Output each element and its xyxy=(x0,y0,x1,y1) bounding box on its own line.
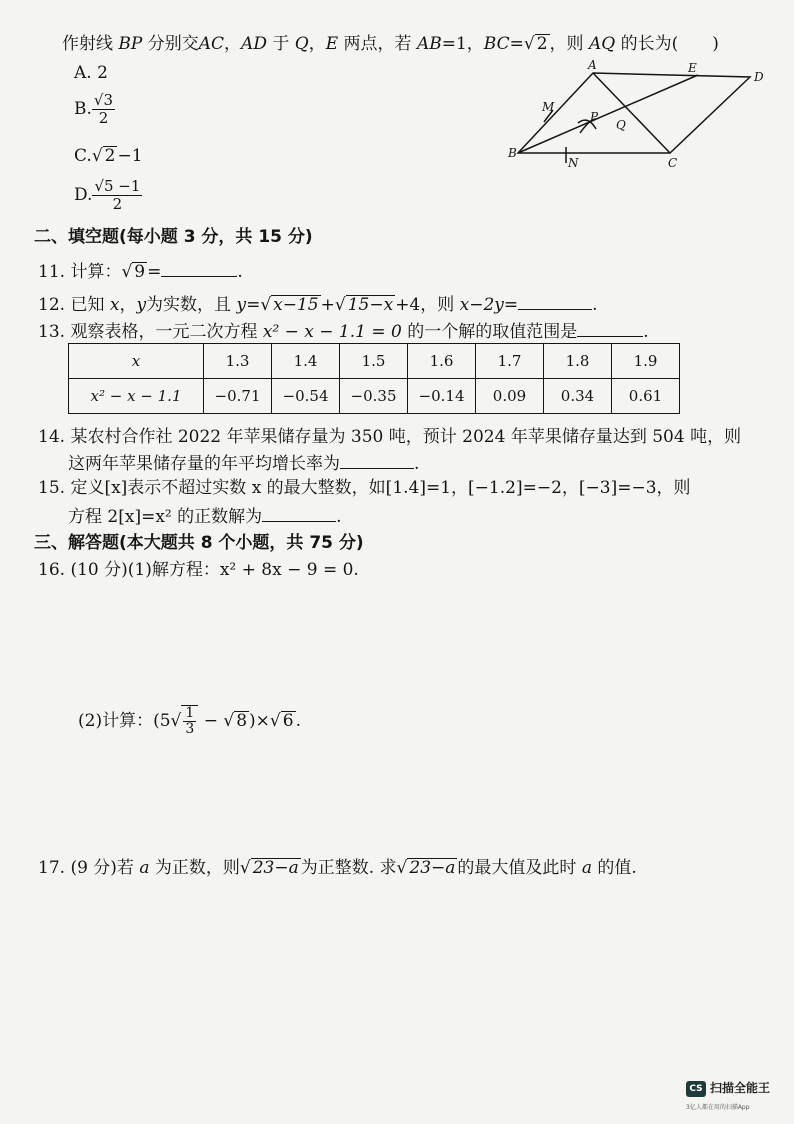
label-c: C xyxy=(668,156,678,170)
q12: 12. 已知 x，y为实数，且 y=√ x−15 +√ 15−x +4，则 x−2y= . xyxy=(38,295,598,315)
table-cell: 1.5 xyxy=(340,344,408,379)
q16-part2: (2)计算：(5√ $\frac{1}{3}$ − √ 8 )×√ 6 . xyxy=(78,705,301,737)
table-cell: 0.61 xyxy=(612,379,680,414)
q14-line2: 这两年苹果储存量的年平均增长率为 . xyxy=(68,454,420,474)
table-cell: −0.35 xyxy=(340,379,408,414)
value-table xyxy=(68,343,680,414)
label-d: D xyxy=(754,70,764,84)
label-n: N xyxy=(568,156,579,170)
q11: 11. 计算：√ 9 = . xyxy=(38,262,243,282)
table-row xyxy=(69,379,680,414)
q10-option-b: B. $\frac{√3}{2}$ xyxy=(74,91,114,127)
table-cell: 1.6 xyxy=(408,344,476,379)
parallelogram-figure xyxy=(500,55,780,180)
q16-part1: 16. (10 分)(1)解方程：x² + 8x − 9 = 0. xyxy=(38,560,359,580)
label-p: P xyxy=(590,110,599,124)
table-head-fx: x² − x − 1.1 xyxy=(69,379,204,414)
camscanner-tagline: 3亿人都在用的扫描App xyxy=(686,1104,750,1111)
section2-title: 二、填空题(每小题 3 分，共 15 分) xyxy=(34,227,313,247)
table-cell: 1.9 xyxy=(612,344,680,379)
label-a: A xyxy=(588,58,597,72)
q10-stem: 作射线 BP 分别交AC，AD 于 Q，E 两点，若 AB=1，BC=√ 2 ，则 AQ 的长为( ) xyxy=(62,34,719,54)
table-head-x: x xyxy=(69,344,204,379)
q12-answer-blank[interactable] xyxy=(518,293,592,310)
q10-option-a: A. 2 xyxy=(74,63,108,83)
q13-answer-blank[interactable] xyxy=(577,320,643,337)
table-cell: 1.4 xyxy=(272,344,340,379)
table-cell: 0.34 xyxy=(544,379,612,414)
q14-answer-blank[interactable] xyxy=(340,452,414,469)
q15-line2: 方程 2[x]=x² 的正数解为 . xyxy=(68,507,342,527)
table-row xyxy=(69,344,680,379)
label-e: E xyxy=(688,61,697,75)
ray-bp xyxy=(518,75,698,153)
q11-answer-blank[interactable] xyxy=(161,260,237,277)
table-cell: −0.54 xyxy=(272,379,340,414)
table-cell: 1.8 xyxy=(544,344,612,379)
q14-line1: 14. 某农村合作社 2022 年苹果储存量为 350 吨，预计 2024 年苹果储存量达到 504 吨，则 xyxy=(38,427,742,447)
table-cell: −0.14 xyxy=(408,379,476,414)
camscanner-app-name: 扫描全能王 xyxy=(710,1081,771,1095)
q10-option-c: C.√ 2 −1 xyxy=(74,146,143,166)
table-cell: −0.71 xyxy=(204,379,272,414)
table-cell: 0.09 xyxy=(476,379,544,414)
table-cell: 1.7 xyxy=(476,344,544,379)
q17: 17. (9 分)若 a 为正数，则√ 23−a 为正整数. 求√ 23−a 的最大值及此时 a 的值. xyxy=(38,858,637,878)
diagonal-ac xyxy=(593,73,670,153)
section3-title: 三、解答题(本大题共 8 个小题，共 75 分) xyxy=(34,533,364,553)
table-cell: 1.3 xyxy=(204,344,272,379)
q15-line1: 15. 定义[x]表示不超过实数 x 的最大整数，如[1.4]=1，[−1.2]=−2，[−3]=−3，则 xyxy=(38,478,691,498)
q10-option-d: D. $\frac{√5 -1}{2}$ xyxy=(74,177,141,213)
q15-answer-blank[interactable] xyxy=(262,505,336,522)
label-q: Q xyxy=(616,118,626,132)
label-m: M xyxy=(542,100,555,114)
q13: 13. 观察表格，一元二次方程 x² − x − 1.1 = 0 的一个解的取值范围是 . xyxy=(38,322,649,342)
label-b: B xyxy=(508,146,517,160)
sqrt-2: √ 2 xyxy=(523,34,548,54)
camscanner-logo-icon: CS xyxy=(686,1081,706,1097)
